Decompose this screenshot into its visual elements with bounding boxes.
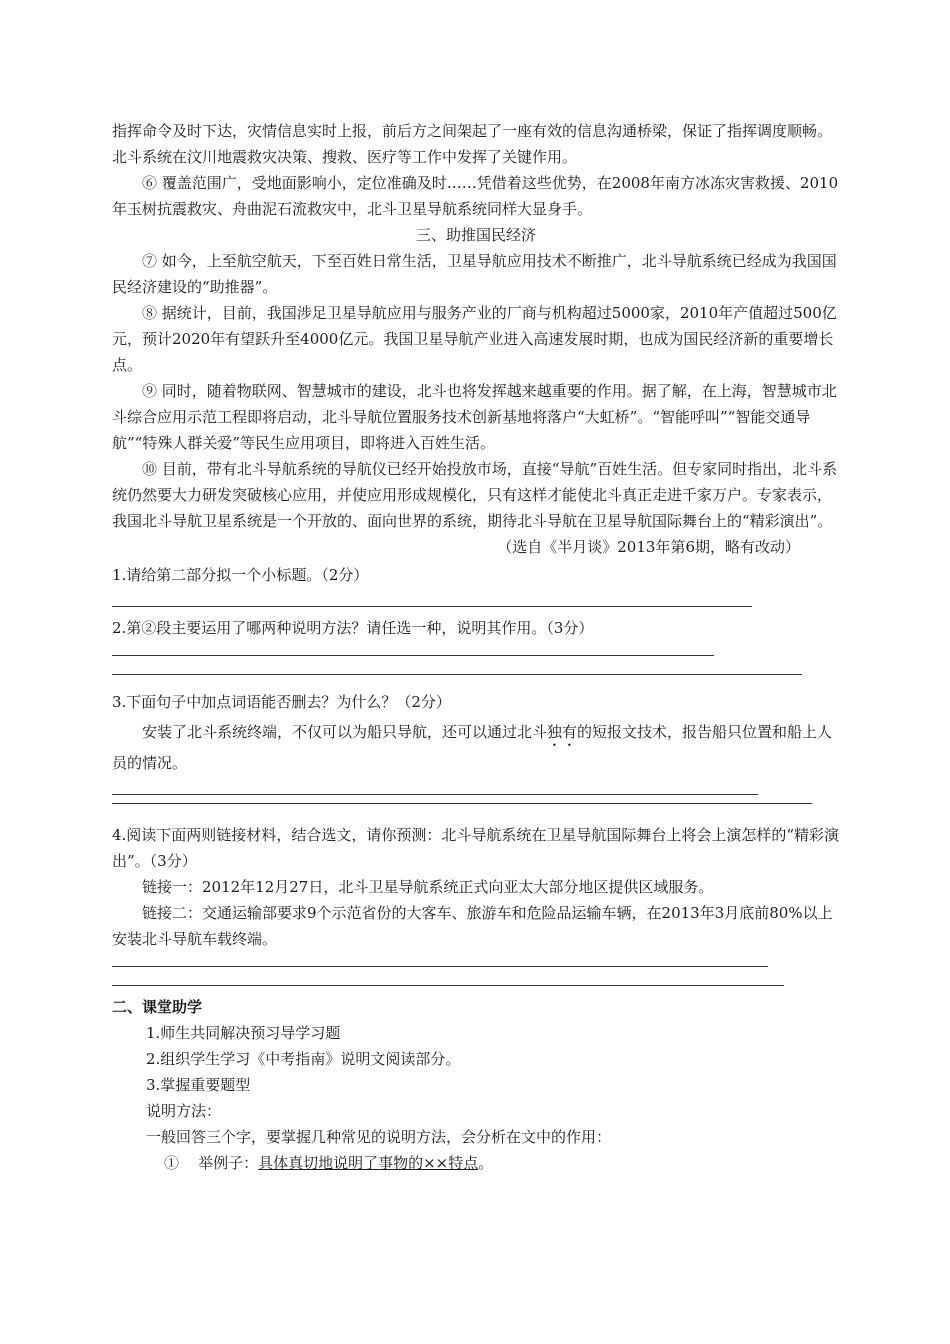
section-heading-3: 三、助推国民经济 [415, 226, 536, 244]
methods-label: 说明方法： [146, 1102, 222, 1120]
source-citation: （选自《半月谈》2013年第6期，略有改动） [497, 538, 800, 556]
link-1: 链接一：2012年12月27日，北斗卫星导航系统正式向亚太大部分地区提供区域服务。 [142, 878, 714, 896]
question-3: 3.下面句子中加点词语能否删去？为什么？（2分） [112, 693, 451, 711]
paragraph-10: ⑩ 目前，带有北斗导航系统的导航仪已经开始投放市场，直接“导航”百姓生活。但专家同时指出，北斗系统仍然要大力研发突破核心应用，并使应用形成规模化，只有这样才能使北斗真正走进千家万户。专家表示，我国北斗导航卫星系统是一个开放的、面向世界的系统，期待北斗导航在卫星导航国际舞台上的“精彩演出”。 [112, 460, 838, 530]
question-3-sentence [112, 719, 840, 776]
method-end: 。 [478, 1154, 494, 1172]
document-page [112, 118, 840, 1176]
link-2: 链接二：交通运输部要求9个示范省份的大客车、旅游车和危险品运输车辆，在2013年3月底前80%以上安装北斗导航车载终端。 [112, 904, 833, 948]
sentence-part: 安装了北斗系统终端，不仅可以为船只导航，还可以通过北斗 [142, 723, 548, 741]
paragraph-8: ⑧ 据统计，目前，我国涉足卫星导航应用与服务产业的厂商与机构超过5000家，2010年产值超过500亿元，预计2020年有望跃升至4000亿元。我国卫星导航产业进入高速发展时期，也成为国民经济新的重要增长点。 [112, 304, 837, 374]
method-name: 举例子： [198, 1154, 259, 1172]
paragraph-7: ⑦ 如今，上至航空航天，下至百姓日常生活，卫星导航应用技术不断推广，北斗导航系统已经成为我国国民经济建设的“助推器”。 [112, 252, 837, 296]
list-item-2: 2.组织学生学习《中考指南》说明文阅读部分。 [146, 1050, 461, 1068]
question-2: 2.第②段主要运用了哪两种说明方法？请任选一种，说明其作用。（3分） [112, 619, 594, 637]
method-number: ① [164, 1154, 180, 1172]
section-2-title: 二、课堂助学 [112, 998, 203, 1016]
methods-intro: 一般回答三个字，要掌握几种常见的说明方法，会分析在文中的作用： [146, 1128, 612, 1146]
paragraph-9: ⑨ 同时，随着物联网、智慧城市的建设，北斗也将发挥越来越重要的作用。据了解，在上海，智慧城市北斗综合应用示范工程即将启动，北斗导航位置服务技术创新基地将落户“大虹桥”。“智能呼叫”“智能交通导航”“特殊人群关爱”等民生应用项目，即将进入百姓生活。 [112, 382, 837, 452]
method-description: 具体真切地说明了事物的××特点 [258, 1154, 479, 1172]
question-4: 4.阅读下面两则链接材料，结合选文，请你预测：北斗导航系统在卫星导航国际舞台上将会上演怎样的“精彩演出”。（3分） [112, 826, 839, 870]
dotted-word: 独有 [547, 723, 578, 741]
paragraph-continued: 指挥命令及时下达，灾情信息实时上报，前后方之间架起了一座有效的信息沟通桥梁，保证了指挥调度顺畅。北斗系统在汶川地震救灾决策、搜救、医疗等工作中发挥了关键作用。 [112, 122, 833, 166]
sentence-part: 的短报文技术，报告船只位置和船上人员的情况。 [112, 723, 833, 772]
paragraph-6: ⑥ 覆盖范围广，受地面影响小，定位准确及时……凭借着这些优势，在2008年南方冰冻灾害救援、2010年玉树抗震救灾、舟曲泥石流救灾中，北斗卫星导航系统同样大显身手。 [112, 174, 839, 218]
list-item-3: 3.掌握重要题型 [146, 1076, 251, 1094]
method-1 [112, 1150, 840, 1176]
list-item-1: 1.师生共同解决预习导学习题 [146, 1024, 341, 1042]
question-1: 1.请给第二部分拟一个小标题。（2分） [112, 566, 369, 584]
